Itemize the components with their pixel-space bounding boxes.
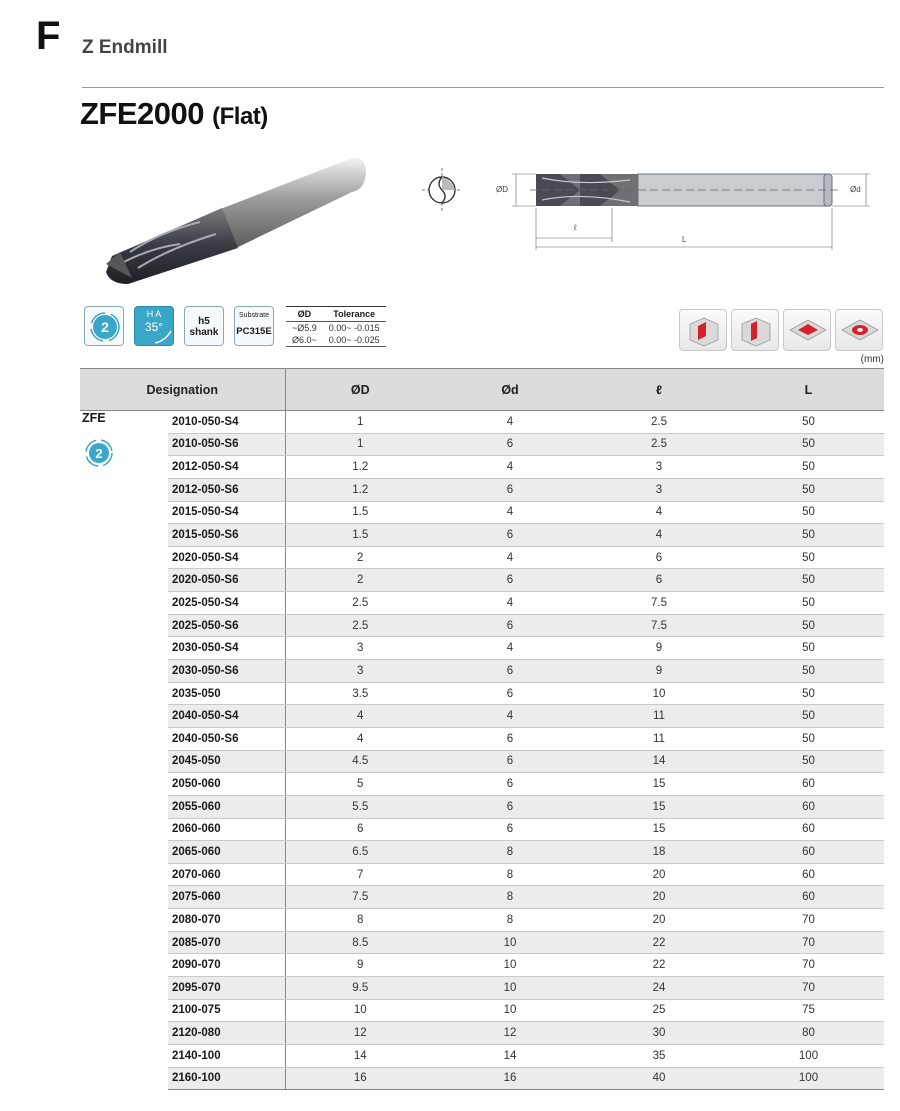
table-row <box>80 682 884 705</box>
cell-l: 7.5 <box>585 592 733 615</box>
designation-code: 2085-070 <box>168 931 285 954</box>
cell-L: 100 <box>733 1044 884 1067</box>
table-row <box>80 433 884 456</box>
cell-L: 50 <box>733 569 884 592</box>
cell-l: 20 <box>585 886 733 909</box>
designation-code: 2030-050-S6 <box>168 660 285 683</box>
cell-D: 16 <box>285 1067 435 1090</box>
cell-l: 2.5 <box>585 411 733 434</box>
series-cell <box>80 411 168 1090</box>
cell-l: 25 <box>585 999 733 1022</box>
cell-L: 70 <box>733 909 884 932</box>
cell-D: 2.5 <box>285 614 435 637</box>
cell-l: 6 <box>585 546 733 569</box>
designation-code: 2020-050-S4 <box>168 546 285 569</box>
cell-l: 15 <box>585 795 733 818</box>
cell-d: 6 <box>435 773 585 796</box>
cell-d: 6 <box>435 569 585 592</box>
cell-d: 6 <box>435 682 585 705</box>
cell-L: 50 <box>733 614 884 637</box>
tolerance-range: ~Ø5.9 <box>292 323 317 333</box>
section-letter: F <box>36 14 61 58</box>
cell-D: 6.5 <box>285 841 435 864</box>
section-name: Z Endmill <box>82 37 168 58</box>
designation-code: 2160-100 <box>168 1067 285 1090</box>
cell-D: 4 <box>285 705 435 728</box>
cell-L: 50 <box>733 524 884 547</box>
table-row <box>80 773 884 796</box>
cell-D: 8.5 <box>285 931 435 954</box>
dim-label-D: ØD <box>496 185 508 194</box>
table-row <box>80 660 884 683</box>
cell-D: 3.5 <box>285 682 435 705</box>
cell-L: 60 <box>733 818 884 841</box>
designation-code: 2040-050-S6 <box>168 727 285 750</box>
cell-L: 70 <box>733 977 884 1000</box>
tolerance-row <box>286 334 386 347</box>
cell-l: 11 <box>585 727 733 750</box>
cell-l: 20 <box>585 863 733 886</box>
cell-L: 75 <box>733 999 884 1022</box>
product-type: (Flat) <box>212 103 268 130</box>
table-row <box>80 614 884 637</box>
cell-L: 50 <box>733 501 884 524</box>
designation-code: 2025-050-S6 <box>168 614 285 637</box>
cell-l: 15 <box>585 773 733 796</box>
table-row <box>80 1044 884 1067</box>
substrate-label: Substrate <box>239 312 269 319</box>
designation-code: 2075-060 <box>168 886 285 909</box>
designation-code: 2012-050-S4 <box>168 456 285 479</box>
series-flute-count: 2 <box>95 446 103 461</box>
cell-L: 50 <box>733 411 884 434</box>
designation-code: 2080-070 <box>168 909 285 932</box>
cell-l: 6 <box>585 569 733 592</box>
designation-code: 2020-050-S6 <box>168 569 285 592</box>
designation-code: 2030-050-S4 <box>168 637 285 660</box>
spec-table-body <box>80 411 884 1090</box>
shoulder-milling-icon <box>679 309 727 351</box>
cell-D: 3 <box>285 660 435 683</box>
designation-code: 2012-050-S6 <box>168 478 285 501</box>
cell-d: 6 <box>435 727 585 750</box>
designation-code: 2090-070 <box>168 954 285 977</box>
cell-D: 3 <box>285 637 435 660</box>
cell-L: 60 <box>733 863 884 886</box>
spec-table-header <box>80 369 884 411</box>
cell-l: 9 <box>585 637 733 660</box>
cell-L: 50 <box>733 750 884 773</box>
cell-l: 35 <box>585 1044 733 1067</box>
cell-D: 1.5 <box>285 501 435 524</box>
cell-d: 10 <box>435 999 585 1022</box>
table-row <box>80 501 884 524</box>
designation-code: 2095-070 <box>168 977 285 1000</box>
substrate-badge <box>234 306 274 346</box>
cell-l: 11 <box>585 705 733 728</box>
cell-L: 50 <box>733 637 884 660</box>
cell-l: 4 <box>585 524 733 547</box>
designation-code: 2100-075 <box>168 999 285 1022</box>
tolerance-header-D: ØD <box>286 307 323 322</box>
spec-table <box>80 368 884 1090</box>
cell-D: 5.5 <box>285 795 435 818</box>
series-label: ZFE <box>82 411 106 425</box>
cell-l: 9 <box>585 660 733 683</box>
cell-d: 4 <box>435 411 585 434</box>
designation-code: 2120-080 <box>168 1022 285 1045</box>
h5-shank-badge <box>184 306 224 346</box>
cell-D: 7 <box>285 863 435 886</box>
dim-label-l: ℓ <box>574 223 577 232</box>
cell-d: 8 <box>435 886 585 909</box>
table-row <box>80 705 884 728</box>
cell-D: 8 <box>285 909 435 932</box>
shank-tolerance: h5 <box>198 316 210 327</box>
cell-d: 6 <box>435 750 585 773</box>
header-D: ØD <box>285 369 435 411</box>
designation-code: 2050-060 <box>168 773 285 796</box>
cell-L: 60 <box>733 886 884 909</box>
table-row <box>80 546 884 569</box>
cell-L: 70 <box>733 931 884 954</box>
cell-L: 50 <box>733 546 884 569</box>
cell-d: 4 <box>435 546 585 569</box>
table-row <box>80 750 884 773</box>
cell-D: 1 <box>285 433 435 456</box>
cell-L: 50 <box>733 456 884 479</box>
shank-label: shank <box>189 327 219 338</box>
cell-L: 50 <box>733 682 884 705</box>
cell-l: 40 <box>585 1067 733 1090</box>
cell-L: 60 <box>733 841 884 864</box>
cell-d: 4 <box>435 637 585 660</box>
cell-L: 100 <box>733 1067 884 1090</box>
cell-d: 4 <box>435 456 585 479</box>
cell-l: 10 <box>585 682 733 705</box>
cell-L: 60 <box>733 795 884 818</box>
cell-D: 2 <box>285 569 435 592</box>
cell-D: 2 <box>285 546 435 569</box>
flute-count-icon <box>85 307 125 347</box>
cell-D: 4.5 <box>285 750 435 773</box>
designation-code: 2010-050-S4 <box>168 411 285 434</box>
cell-l: 15 <box>585 818 733 841</box>
cell-l: 7.5 <box>585 614 733 637</box>
cell-d: 4 <box>435 705 585 728</box>
helical-interpolation-icon <box>835 309 883 351</box>
cell-D: 2.5 <box>285 592 435 615</box>
table-row <box>80 637 884 660</box>
cell-l: 22 <box>585 954 733 977</box>
tolerance-row <box>286 322 386 335</box>
cell-D: 9.5 <box>285 977 435 1000</box>
cross-section-icon <box>422 168 462 212</box>
designation-code: 2140-100 <box>168 1044 285 1067</box>
table-row <box>80 909 884 932</box>
cell-l: 14 <box>585 750 733 773</box>
flute-count: 2 <box>101 319 109 335</box>
cell-d: 10 <box>435 954 585 977</box>
cell-L: 50 <box>733 660 884 683</box>
helix-label: H A <box>146 309 162 319</box>
dim-label-L: L <box>682 235 687 244</box>
table-row <box>80 977 884 1000</box>
cell-D: 12 <box>285 1022 435 1045</box>
cell-l: 3 <box>585 478 733 501</box>
cell-L: 50 <box>733 433 884 456</box>
cell-l: 3 <box>585 456 733 479</box>
cell-D: 1.2 <box>285 478 435 501</box>
designation-code: 2035-050 <box>168 682 285 705</box>
product-code: ZFE2000 <box>80 96 205 131</box>
table-row <box>80 795 884 818</box>
cell-l: 22 <box>585 931 733 954</box>
cell-d: 12 <box>435 1022 585 1045</box>
cell-d: 14 <box>435 1044 585 1067</box>
designation-code: 2025-050-S4 <box>168 592 285 615</box>
cell-D: 1.2 <box>285 456 435 479</box>
designation-code: 2015-050-S4 <box>168 501 285 524</box>
cell-d: 6 <box>435 524 585 547</box>
cell-D: 10 <box>285 999 435 1022</box>
cell-d: 10 <box>435 977 585 1000</box>
cell-d: 6 <box>435 478 585 501</box>
table-row <box>80 1022 884 1045</box>
cell-l: 20 <box>585 909 733 932</box>
table-row <box>80 727 884 750</box>
designation-code: 2060-060 <box>168 818 285 841</box>
table-row <box>80 999 884 1022</box>
cell-L: 60 <box>733 773 884 796</box>
cell-d: 10 <box>435 931 585 954</box>
cell-L: 50 <box>733 478 884 501</box>
cell-D: 5 <box>285 773 435 796</box>
dim-label-d: Ød <box>850 185 861 194</box>
cell-d: 6 <box>435 433 585 456</box>
unit-label: (mm) <box>860 354 884 365</box>
slotting-icon <box>731 309 779 351</box>
helix-angle-badge <box>134 306 174 346</box>
flute-count-icon <box>84 438 114 468</box>
table-row <box>80 954 884 977</box>
product-title <box>80 96 268 132</box>
helix-angle: 35° <box>144 320 164 334</box>
tolerance-value: 0.00~ -0.025 <box>323 334 386 347</box>
designation-code: 2065-060 <box>168 841 285 864</box>
cell-D: 1 <box>285 411 435 434</box>
cell-l: 2.5 <box>585 433 733 456</box>
cell-d: 8 <box>435 909 585 932</box>
dimension-drawing <box>490 152 890 252</box>
cell-d: 6 <box>435 818 585 841</box>
helix-arc-icon <box>153 329 173 345</box>
designation-code: 2055-060 <box>168 795 285 818</box>
table-row <box>80 411 884 434</box>
header-designation: Designation <box>80 369 285 411</box>
designation-code: 2015-050-S6 <box>168 524 285 547</box>
table-row <box>80 863 884 886</box>
cell-D: 1.5 <box>285 524 435 547</box>
cell-l: 18 <box>585 841 733 864</box>
cell-D: 7.5 <box>285 886 435 909</box>
table-row <box>80 524 884 547</box>
cell-L: 80 <box>733 1022 884 1045</box>
ramping-icon <box>783 309 831 351</box>
table-row <box>80 931 884 954</box>
header-L: L <box>733 369 884 411</box>
header-d: Ød <box>435 369 585 411</box>
cell-D: 6 <box>285 818 435 841</box>
two-flute-badge <box>84 306 124 346</box>
table-row <box>80 841 884 864</box>
cell-L: 50 <box>733 727 884 750</box>
table-row <box>80 569 884 592</box>
cell-d: 8 <box>435 863 585 886</box>
tolerance-value: 0.00~ -0.015 <box>328 323 380 333</box>
cell-L: 70 <box>733 954 884 977</box>
tolerance-table <box>286 306 386 347</box>
table-row <box>80 818 884 841</box>
designation-code: 2045-050 <box>168 750 285 773</box>
cell-D: 4 <box>285 727 435 750</box>
table-row <box>80 1067 884 1090</box>
table-row <box>80 478 884 501</box>
table-row <box>80 592 884 615</box>
cell-d: 6 <box>435 795 585 818</box>
cell-d: 16 <box>435 1067 585 1090</box>
cell-d: 4 <box>435 501 585 524</box>
designation-code: 2040-050-S4 <box>168 705 285 728</box>
cell-d: 6 <box>435 660 585 683</box>
cell-d: 6 <box>435 614 585 637</box>
designation-code: 2070-060 <box>168 863 285 886</box>
endmill-product-image <box>90 152 380 292</box>
table-row <box>80 456 884 479</box>
cell-l: 24 <box>585 977 733 1000</box>
cell-l: 30 <box>585 1022 733 1045</box>
cell-L: 50 <box>733 592 884 615</box>
header-divider <box>82 87 884 88</box>
table-row <box>80 886 884 909</box>
cell-D: 14 <box>285 1044 435 1067</box>
cell-L: 50 <box>733 705 884 728</box>
cell-d: 8 <box>435 841 585 864</box>
designation-code: 2010-050-S6 <box>168 433 285 456</box>
cell-l: 4 <box>585 501 733 524</box>
substrate-grade: PC315E <box>236 326 272 337</box>
header-l: ℓ <box>585 369 733 411</box>
tolerance-range: Ø6.0~ <box>286 334 323 347</box>
cell-d: 4 <box>435 592 585 615</box>
cell-D: 9 <box>285 954 435 977</box>
tolerance-header-tolerance: Tolerance <box>323 307 386 322</box>
